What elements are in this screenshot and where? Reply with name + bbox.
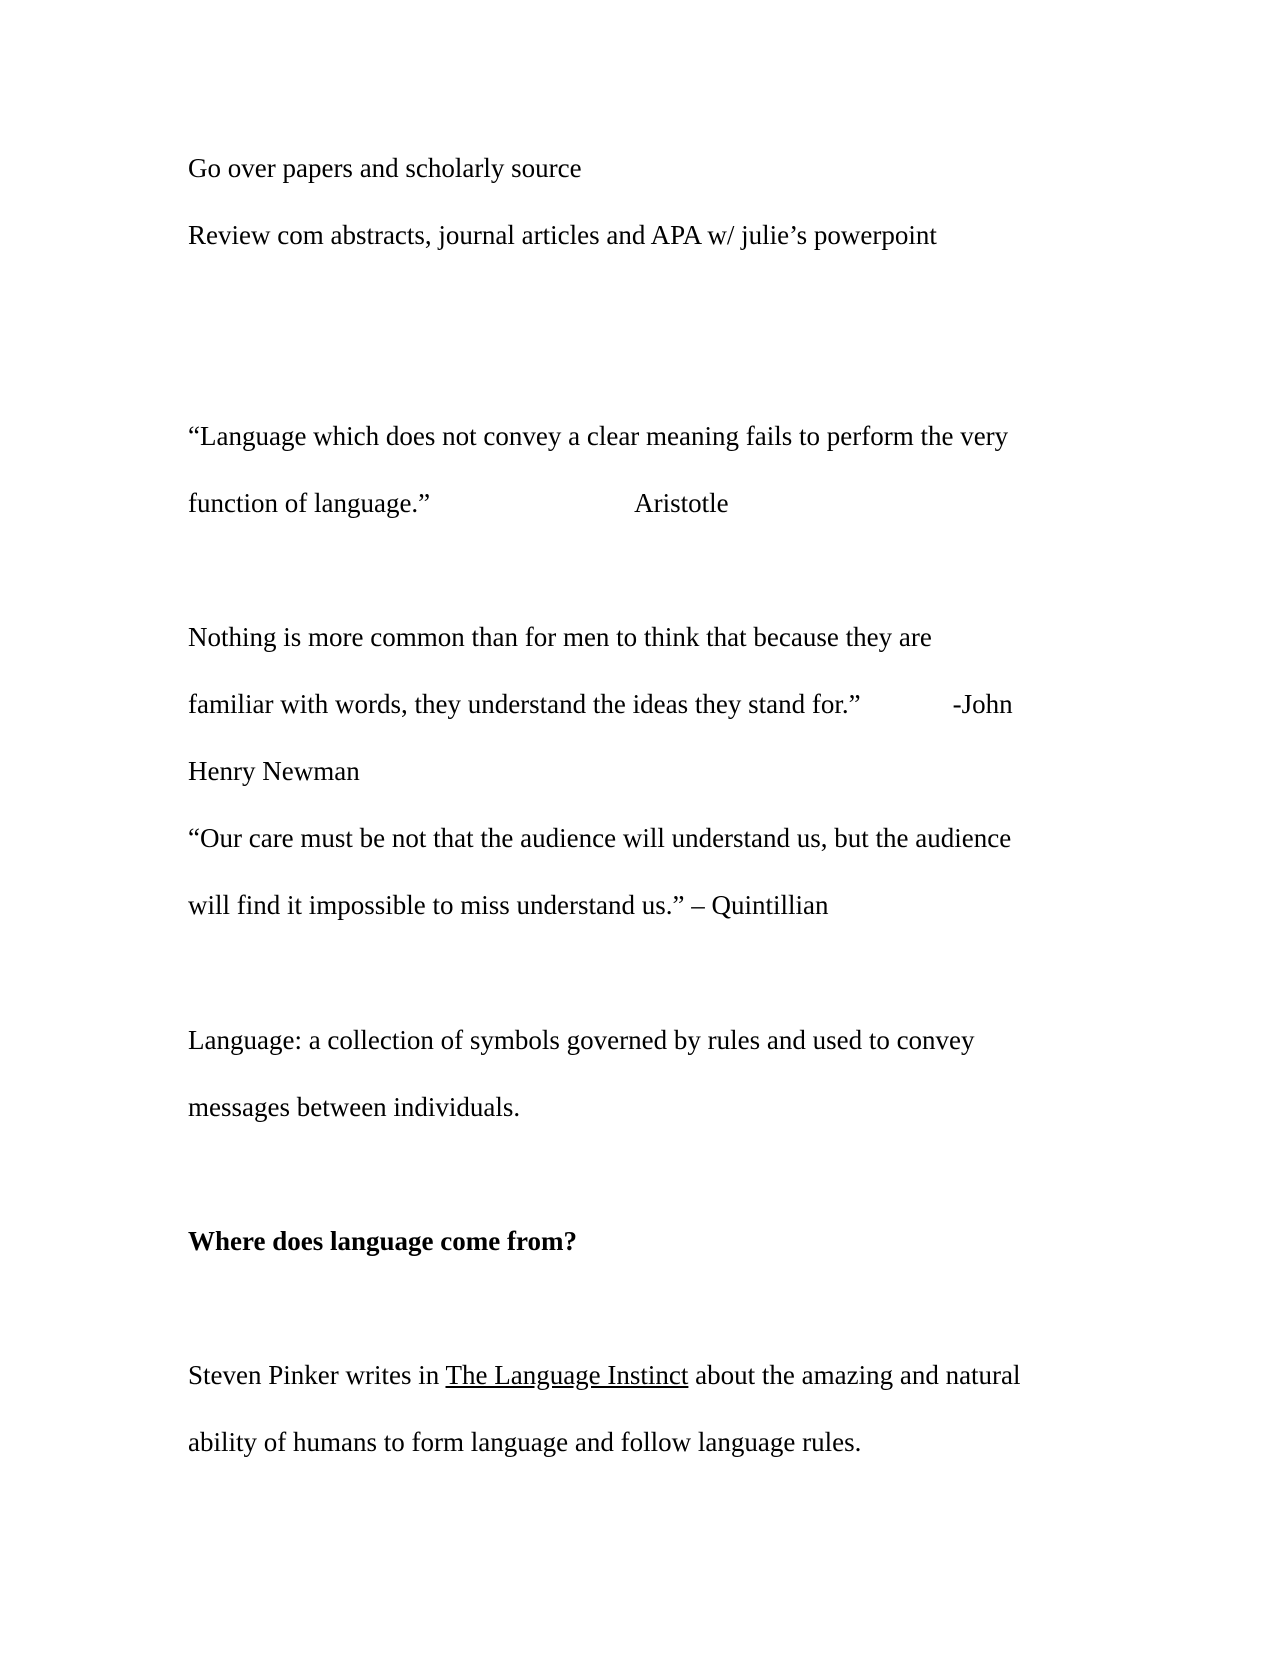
aristotle-quote-line-1: “Language which does not convey a clear meaning fails to perform the very	[188, 421, 1009, 451]
quintillian-quote-line-1: “Our care must be not that the audience will understand us, but the audience	[188, 823, 1012, 853]
definition-line-1: Language: a collection of symbols governed by rules and used to convey	[188, 1025, 975, 1055]
aristotle-quote-text: function of language.”	[188, 488, 431, 518]
newman-quote-line-1: Nothing is more common than for men to think that because they are	[188, 622, 932, 652]
pinker-suffix: about the amazing and natural	[688, 1360, 1021, 1390]
newman-quote-line-2	[188, 687, 1013, 721]
newman-attribution-end: Henry Newman	[188, 756, 360, 786]
newman-quote-text: familiar with words, they understand the ideas they stand for.”	[188, 689, 861, 719]
definition-line-2: messages between individuals.	[188, 1092, 521, 1122]
book-title: The Language Instinct	[445, 1360, 689, 1390]
aristotle-attribution: Aristotle	[634, 488, 729, 518]
note-line-2: Review com abstracts, journal articles and APA w/ julie’s powerpoint	[188, 220, 937, 250]
quintillian-quote-line-2: will find it impossible to miss understand us.” – Quintillian	[188, 890, 829, 920]
note-line-1: Go over papers and scholarly source	[188, 153, 582, 183]
aristotle-quote-line-2	[188, 486, 729, 520]
pinker-prefix: Steven Pinker writes in	[188, 1360, 446, 1390]
section-heading: Where does language come from?	[188, 1226, 577, 1256]
pinker-line-2: ability of humans to form language and follow language rules.	[188, 1427, 862, 1457]
newman-attribution-start: -John	[952, 689, 1013, 719]
pinker-line-1	[188, 1358, 1021, 1392]
